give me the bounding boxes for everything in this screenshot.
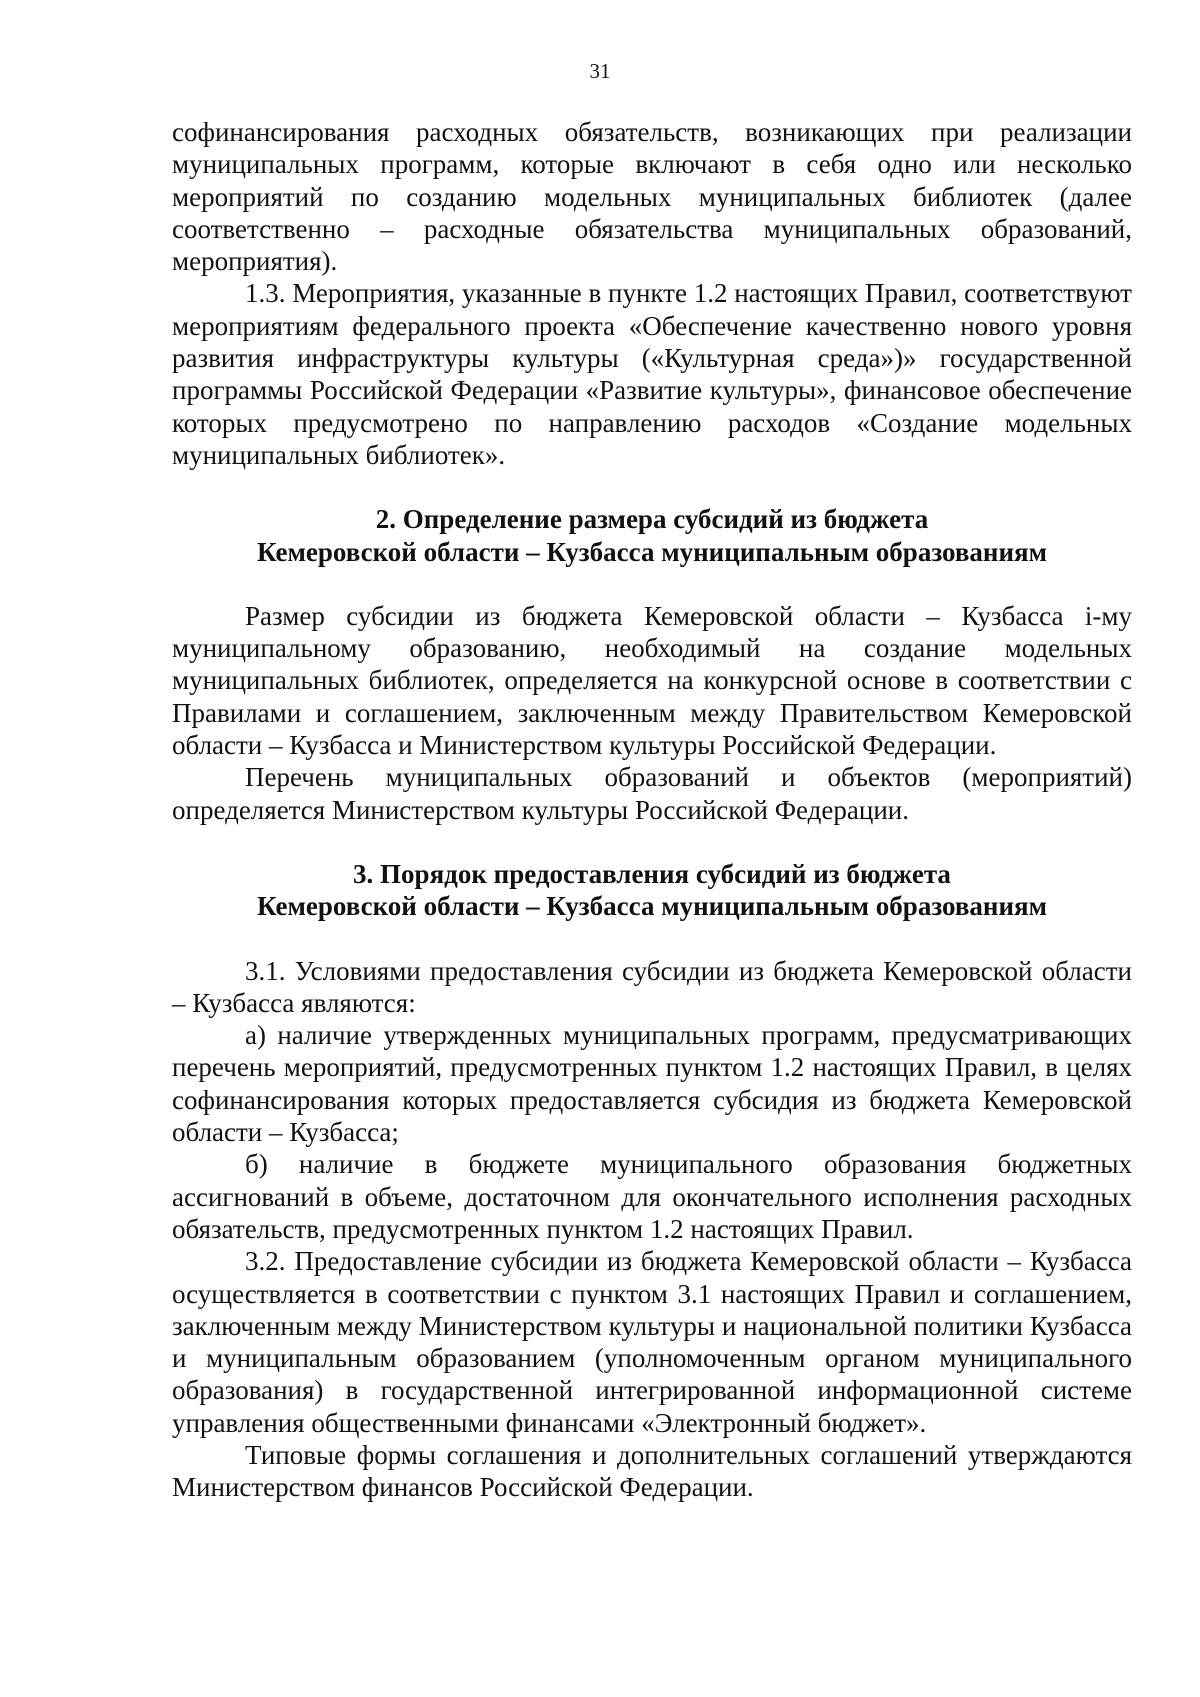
section-2-paragraph-list: Перечень муниципальных образований и объектов (мероприятий) определяется Министерством культуры Российской Федерации. <box>172 762 1132 825</box>
paragraph-continuation: софинансирования расходных обязательств, возникающих при реализации муниципальных программ, которые включают в себя одно или несколько мероприятий по созданию модельных муниципальных библиотек (далее соответственно – расходные обязательства муниципальных образований, мероприятия). <box>172 117 1132 277</box>
paragraph-3-1-b: б) наличие в бюджете муниципального образования бюджетных ассигнований в объеме, достаточном для окончательного исполнения расходных обязательств, предусмотренных пунктом 1.2 настоящих Правил. <box>172 1149 1132 1244</box>
spacer <box>172 826 1132 858</box>
spacer <box>172 568 1132 600</box>
page-number: 31 <box>589 59 611 83</box>
document-body <box>172 116 1132 1504</box>
paragraph-1-3: 1.3. Мероприятия, указанные в пункте 1.2 настоящих Правил, соответствуют мероприятиям федерального проекта «Обеспечение качественно нового уровня развития инфраструктуры культуры («Культурная среда»)» государственной программы Российской Федерации «Развитие культуры», финансовое обеспечение которых предусмотрено по направлению расходов «Создание модельных муниципальных библиотек». <box>172 278 1132 470</box>
section-2-heading <box>172 503 1132 568</box>
section-2-heading-line-1: 2. Определение размера субсидий из бюджета <box>375 504 929 535</box>
section-3-heading <box>172 858 1132 923</box>
paragraph-standard-forms: Типовые формы соглашения и дополнительных соглашений утверждаются Министерством финансов Российской Федерации. <box>172 1439 1132 1503</box>
section-2-paragraph-size: Размер субсидии из бюджета Кемеровской области – Кузбасса i-му муниципальному образованию, необходимый на создание модельных муниципальных библиотек, определяется на конкурсной основе в соответствии с Правилами и соглашением, заключенным между Правительством Кемеровской области – Кузбасса и Министерством культуры Российской Федерации. <box>172 600 1132 761</box>
paragraph-3-1-a: а) наличие утвержденных муниципальных программ, предусматривающих перечень мероприятий, предусмотренных пунктом 1.2 настоящих Правил, в целях софинансирования которых предоставляется субсидия из бюджета Кемеровской области – Кузбасса; <box>172 1020 1132 1148</box>
paragraph-3-1: 3.1. Условиями предоставления субсидии из бюджета Кемеровской области – Кузбасса являются: <box>172 955 1132 1018</box>
section-2-heading-line-2: Кемеровской области – Кузбасса муниципальным образованиям <box>256 536 1048 567</box>
section-3-heading-line-1: 3. Порядок предоставления субсидий из бюджета <box>353 858 951 889</box>
spacer <box>172 923 1132 955</box>
spacer <box>172 471 1132 503</box>
section-3-heading-line-2: Кемеровской области – Кузбасса муниципальным образованиям <box>256 891 1048 922</box>
paragraph-3-2: 3.2. Предоставление субсидии из бюджета Кемеровской области – Кузбасса осуществляется в соответствии с пунктом 3.1 настоящих Правил и соглашением, заключенным между Министерством культуры и национальной политики Кузбасса и муниципальным образованием (уполномоченным органом муниципального образования) в государственной интегрированной информационной системе управления общественными финансами «Электронный бюджет». <box>172 1246 1132 1438</box>
